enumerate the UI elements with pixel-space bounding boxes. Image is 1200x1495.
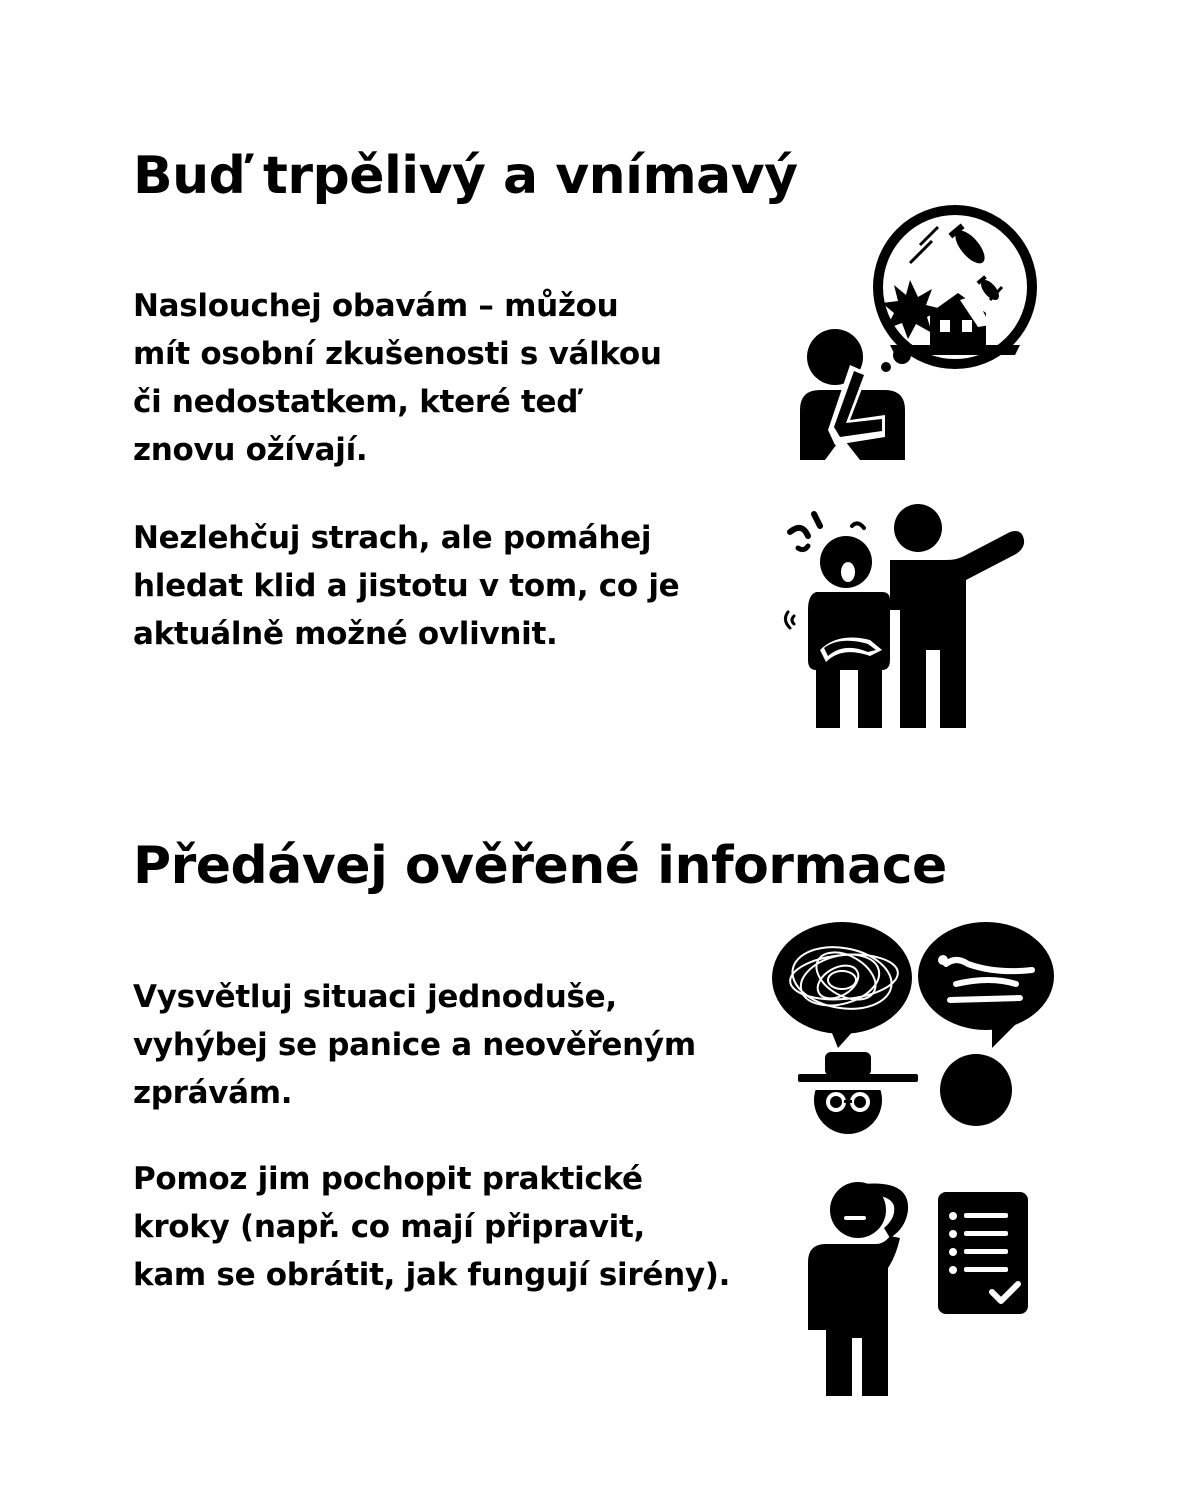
confused-person-checklist-icon: [800, 1180, 1035, 1400]
paragraph-explain-simply: Vysvětluj situaci jednoduše, vyhýbej se panice a neověřeným zprávám.: [133, 979, 696, 1111]
paragraph-listen-to-worries: Naslouchej obavám – můžou mít osobní zkušenosti s válkou či nedostatkem, které teď znovu ožívají.: [133, 288, 662, 468]
misinformation-vs-clear-speech-icon: [770, 920, 1060, 1135]
person-remembering-war-icon: [790, 205, 1040, 460]
comforting-frightened-person-icon: [778, 500, 1028, 730]
section-heading-patience: Buď trpělivý a vnímavý: [133, 146, 798, 206]
section-heading-verified-info: Předávej ověřené informace: [133, 836, 947, 896]
paragraph-do-not-belittle-fear: Nezlehčuj strach, ale pomáhej hledat klid a jistotu v tom, co je aktuálně možné ovlivnit.: [133, 520, 680, 652]
paragraph-practical-steps: Pomoz jim pochopit praktické kroky (např. co mají připravit, kam se obrátit, jak fungují sirény).: [133, 1161, 731, 1293]
